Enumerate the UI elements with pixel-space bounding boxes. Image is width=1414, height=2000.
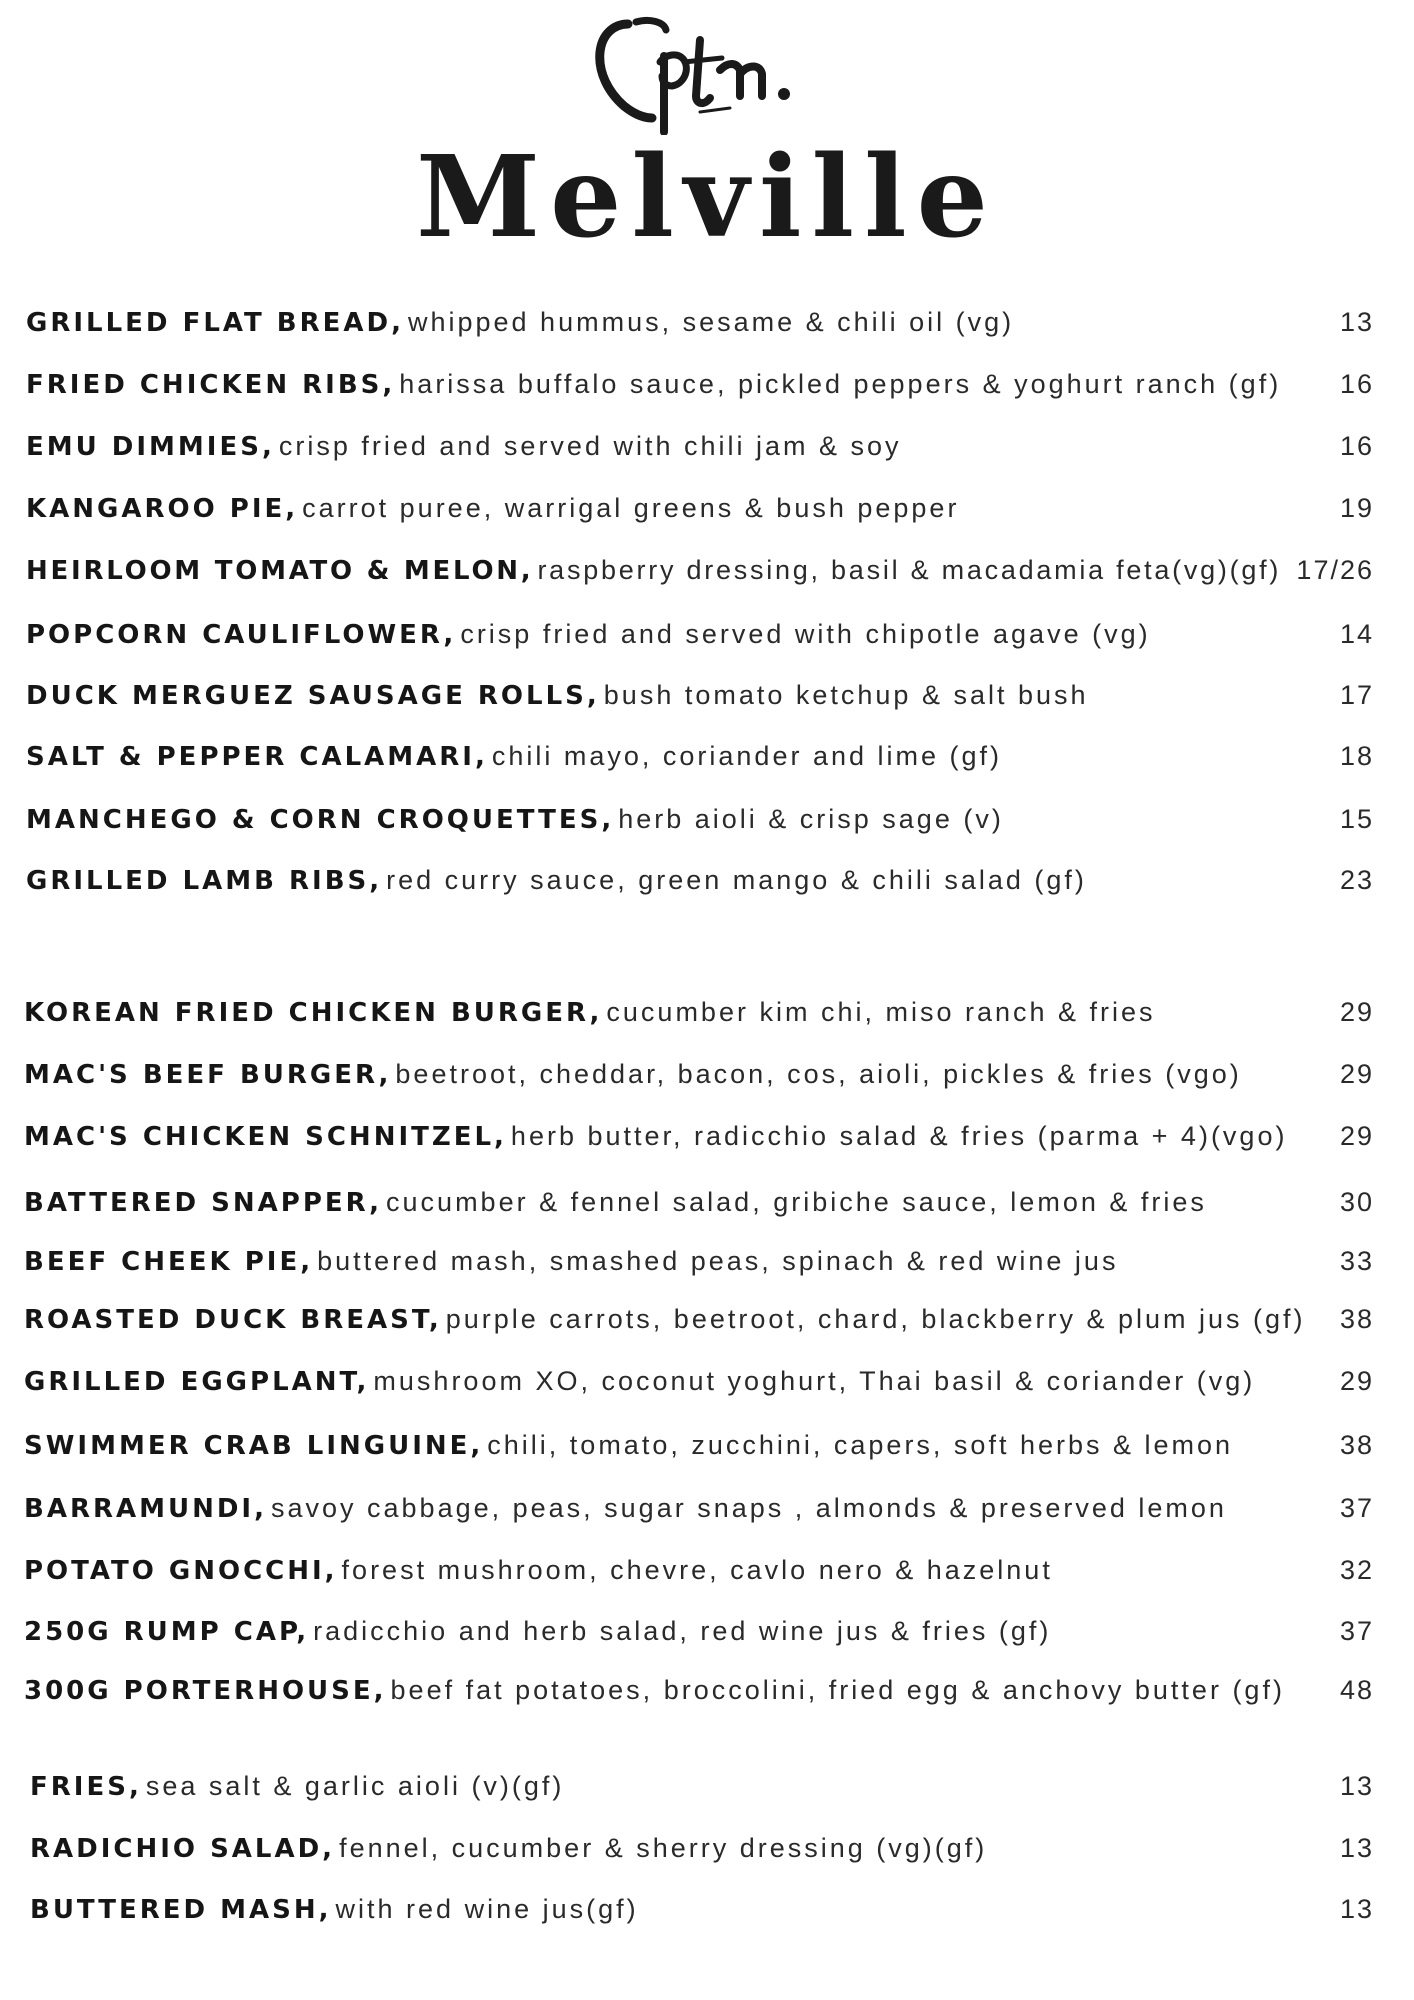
- menu-item-text: [24, 1670, 1285, 1715]
- menu-item: [0, 614, 1414, 654]
- menu-item-description: cucumber & fennel salad, gribiche sauce, lemon & fries: [386, 1187, 1207, 1217]
- menu-item-name: POTATO GNOCCHI,: [24, 1556, 338, 1586]
- menu-item-text: [26, 550, 1281, 595]
- menu-item: [0, 860, 1414, 900]
- menu-item-name: BARRAMUNDI,: [24, 1494, 267, 1524]
- menu-item: [0, 1488, 1414, 1528]
- menu-item-text: [24, 1611, 1051, 1656]
- menu-item-name: HEIRLOOM TOMATO & MELON,: [26, 556, 534, 586]
- menu-item: [0, 364, 1414, 404]
- menu-item: [0, 1054, 1414, 1094]
- menu-item-description: whipped hummus, sesame & chili oil (vg): [407, 307, 1015, 337]
- menu-item-text: [26, 426, 902, 471]
- menu-item-text: [24, 1182, 1207, 1227]
- menu-item: [0, 1361, 1414, 1401]
- menu-item-name: BUTTERED MASH,: [30, 1895, 332, 1925]
- menu-item-description: herb aioli & crisp sage (v): [618, 804, 1004, 834]
- menu-item-price: 32: [1339, 1555, 1374, 1585]
- menu-item-text: [24, 1054, 1242, 1099]
- menu-item: [0, 1766, 1414, 1806]
- menu-item-name: GRILLED FLAT BREAD,: [26, 308, 404, 338]
- menu-item-description: radicchio and herb salad, red wine jus & fries (gf): [313, 1616, 1052, 1646]
- menu-item-price: 29: [1339, 997, 1374, 1027]
- menu-item-price: 14: [1339, 619, 1374, 649]
- menu-item-name: FRIED CHICKEN RIBS,: [26, 370, 396, 400]
- menu-item-name: GRILLED EGGPLANT,: [24, 1367, 370, 1397]
- menu-item-description: chili mayo, coriander and lime (gf): [491, 741, 1003, 771]
- menu-item-price: 37: [1339, 1616, 1374, 1646]
- menu-item-price: 13: [1339, 307, 1374, 337]
- menu-item-name: KANGAROO PIE,: [26, 494, 299, 524]
- menu-item-description: beetroot, cheddar, bacon, cos, aioli, pickles & fries (vgo): [395, 1059, 1242, 1089]
- menu-item-text: [30, 1766, 564, 1811]
- menu-item: [0, 1241, 1414, 1281]
- menu-item-price: 37: [1339, 1493, 1374, 1523]
- menu-item-name: EMU DIMMIES,: [26, 432, 275, 462]
- menu-item-name: MANCHEGO & CORN CROQUETTES,: [26, 805, 615, 835]
- menu-item-text: [30, 1889, 639, 1934]
- menu-item: [0, 1670, 1414, 1710]
- menu-item: [0, 1828, 1414, 1868]
- menu-item-description: with red wine jus(gf): [335, 1894, 639, 1924]
- menu-item-price: 15: [1339, 804, 1374, 834]
- menu-item-text: [24, 992, 1156, 1037]
- menu-item-description: savoy cabbage, peas, sugar snaps , almonds & preserved lemon: [270, 1493, 1227, 1523]
- menu-item-text: [26, 614, 1151, 659]
- menu-item-name: MAC'S BEEF BURGER,: [24, 1060, 392, 1090]
- menu-item-name: BATTERED SNAPPER,: [24, 1188, 383, 1218]
- menu-item-text: [24, 1425, 1233, 1470]
- menu-item-description: cucumber kim chi, miso ranch & fries: [606, 997, 1156, 1027]
- menu-item-name: FRIES,: [30, 1772, 142, 1802]
- menu-item-price: 18: [1339, 741, 1374, 771]
- menu-item-text: [24, 1299, 1306, 1344]
- menu-item-text: [26, 488, 959, 533]
- menu-item: [0, 1182, 1414, 1222]
- menu-item-description: raspberry dressing, basil & macadamia feta(vg)(gf): [537, 555, 1282, 585]
- menu-item-price: 16: [1339, 369, 1374, 399]
- menu-item-text: [26, 799, 1004, 844]
- menu-item-text: [26, 302, 1014, 347]
- menu-item-name: 300G PORTERHOUSE,: [24, 1676, 387, 1706]
- menu-item-description: forest mushroom, chevre, cavlo nero & hazelnut: [341, 1555, 1053, 1585]
- menu-item: [0, 426, 1414, 466]
- menu-item-name: ROASTED DUCK BREAST,: [24, 1305, 442, 1335]
- menu-item-price: 17/26: [1296, 555, 1374, 585]
- menu-item-description: sea salt & garlic aioli (v)(gf): [145, 1771, 565, 1801]
- menu-item: [0, 1299, 1414, 1339]
- menu-item-description: purple carrots, beetroot, chard, blackberry & plum jus (gf): [445, 1304, 1306, 1334]
- menu-item-price: 17: [1339, 680, 1374, 710]
- menu-item-price: 30: [1339, 1187, 1374, 1217]
- menu-item: [0, 1425, 1414, 1465]
- menu-item-description: herb butter, radicchio salad & fries (parma + 4)(vgo): [510, 1121, 1288, 1151]
- menu-item-price: 38: [1339, 1430, 1374, 1460]
- menu-item-description: bush tomato ketchup & salt bush: [603, 680, 1089, 710]
- menu-item-description: buttered mash, smashed peas, spinach & red wine jus: [317, 1246, 1119, 1276]
- menu-item-text: [30, 1828, 987, 1873]
- menu-item: [0, 1116, 1414, 1156]
- menu-item: [0, 736, 1414, 776]
- menu-item-description: crisp fried and served with chipotle agave (vg): [460, 619, 1151, 649]
- menu-item-name: GRILLED LAMB RIBS,: [26, 866, 383, 896]
- menu-item-price: 13: [1339, 1771, 1374, 1801]
- menu-item-description: fennel, cucumber & sherry dressing (vg)(gf): [339, 1833, 988, 1863]
- menu-item: [0, 1611, 1414, 1651]
- menu-item: [0, 799, 1414, 839]
- restaurant-wordmark: Melville: [416, 132, 998, 263]
- menu-item-text: [26, 364, 1281, 409]
- menu-item-description: mushroom XO, coconut yoghurt, Thai basil & coriander (vg): [373, 1366, 1256, 1396]
- menu-item-text: [24, 1241, 1118, 1286]
- menu-item-description: chili, tomato, zucchini, capers, soft herbs & lemon: [487, 1430, 1234, 1460]
- menu-item-text: [26, 736, 1002, 781]
- menu-item-price: 19: [1339, 493, 1374, 523]
- menu-item: [0, 1550, 1414, 1590]
- menu-item-text: [26, 675, 1089, 720]
- menu-item-text: [24, 1361, 1255, 1406]
- menu-item-name: MAC'S CHICKEN SCHNITZEL,: [24, 1122, 507, 1152]
- menu-item: [0, 675, 1414, 715]
- menu-item-description: harissa buffalo sauce, pickled peppers & yoghurt ranch (gf): [399, 369, 1282, 399]
- menu-item-price: 48: [1339, 1675, 1374, 1705]
- menu-item-price: 13: [1339, 1833, 1374, 1863]
- menu-item: [0, 550, 1414, 590]
- menu-item: [0, 302, 1414, 342]
- menu-item-name: SALT & PEPPER CALAMARI,: [26, 742, 488, 772]
- menu-item-description: beef fat potatoes, broccolini, fried egg & anchovy butter (gf): [390, 1675, 1285, 1705]
- menu-item-text: [24, 1488, 1227, 1533]
- menu-item-name: 250G RUMP CAP,: [24, 1617, 310, 1647]
- menu-item-price: 29: [1339, 1366, 1374, 1396]
- menu-item-price: 29: [1339, 1121, 1374, 1151]
- menu-item: [0, 1889, 1414, 1929]
- menu-item-description: crisp fried and served with chili jam & soy: [278, 431, 902, 461]
- menu-item-price: 29: [1339, 1059, 1374, 1089]
- menu-item-description: carrot puree, warrigal greens & bush pepper: [302, 493, 960, 523]
- menu-item: [0, 488, 1414, 528]
- menu-item-description: red curry sauce, green mango & chili salad (gf): [386, 865, 1087, 895]
- menu-item-name: DUCK MERGUEZ SAUSAGE ROLLS,: [26, 681, 600, 711]
- menu-item-name: POPCORN CAULIFLOWER,: [26, 620, 457, 650]
- menu-item-price: 16: [1339, 431, 1374, 461]
- menu-item-text: [24, 1116, 1287, 1161]
- menu-item-price: 13: [1339, 1894, 1374, 1924]
- menu-item-price: 38: [1339, 1304, 1374, 1334]
- menu-item-name: SWIMMER CRAB LINGUINE,: [24, 1431, 484, 1461]
- menu-item: [0, 992, 1414, 1032]
- menu-item-price: 23: [1339, 865, 1374, 895]
- menu-item-price: 33: [1339, 1246, 1374, 1276]
- menu-item-text: [24, 1550, 1053, 1595]
- menu-item-name: BEEF CHEEK PIE,: [24, 1247, 314, 1277]
- menu-item-name: RADICHIO SALAD,: [30, 1834, 336, 1864]
- menu-item-text: [26, 860, 1087, 905]
- menu-item-name: KOREAN FRIED CHICKEN BURGER,: [24, 998, 603, 1028]
